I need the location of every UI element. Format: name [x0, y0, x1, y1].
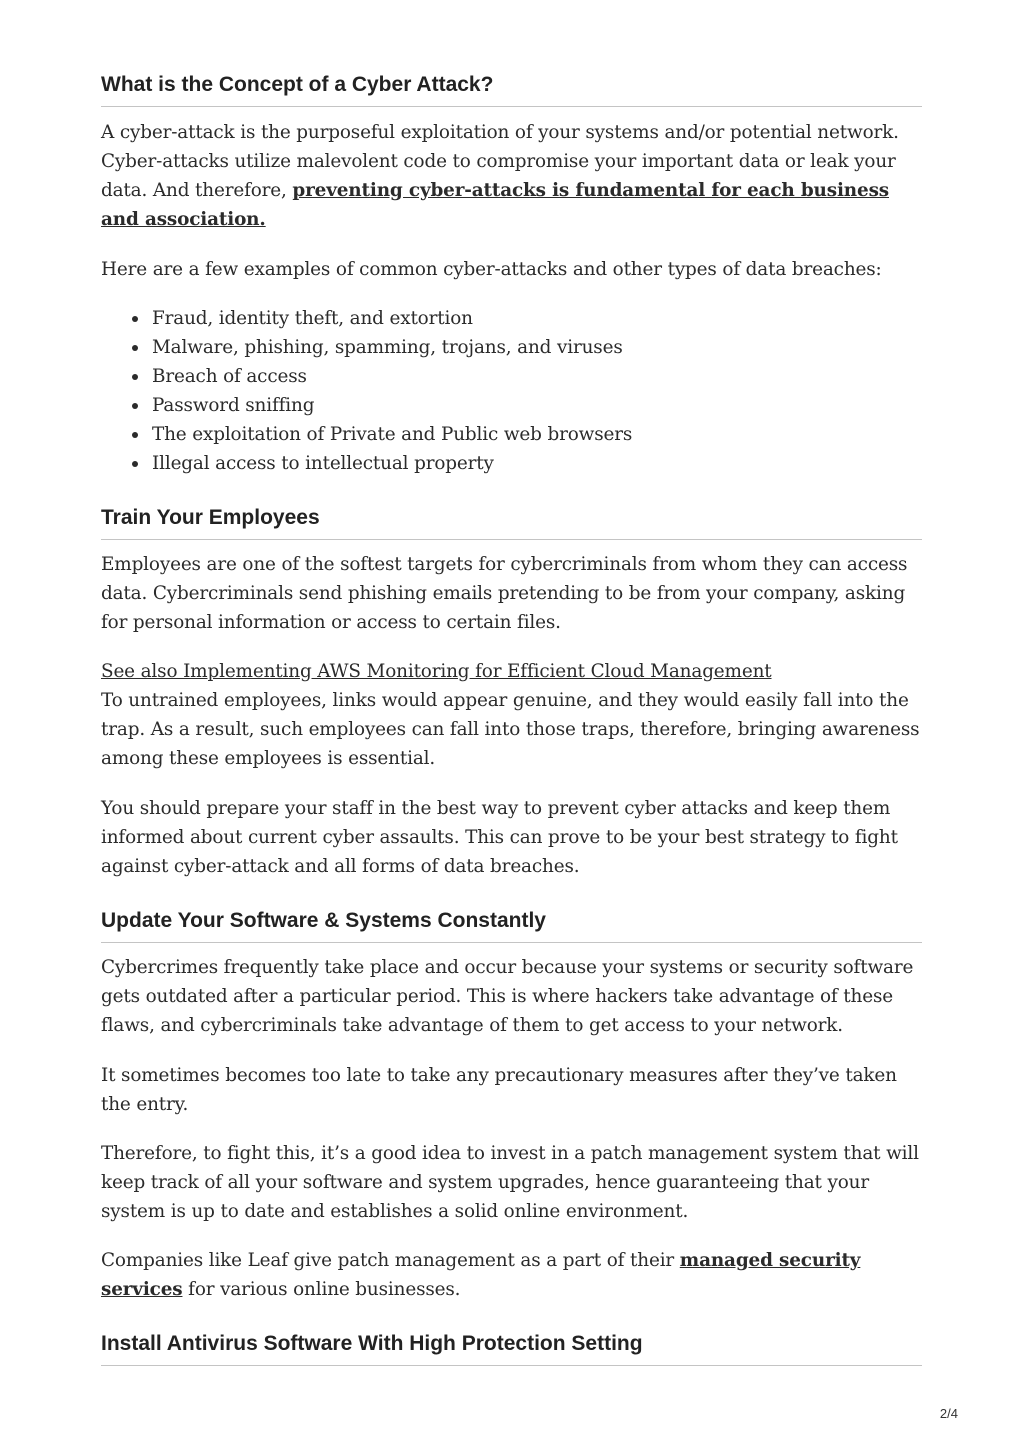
heading-update-software: Update Your Software & Systems Constantly [101, 908, 922, 943]
paragraph-text: To untrained employees, links would appear genuine, and they would easily fall into the trap. As a result, such employees can fall into those traps, therefore, bringing awareness among these employees is essential. [101, 690, 920, 769]
heading-train-employees: Train Your Employees [101, 505, 922, 540]
link-managed-security-services[interactable]: managed security services [101, 1250, 861, 1300]
paragraph-too-late: It sometimes becomes too late to take any precautionary measures after they’ve taken the entry. [101, 1065, 897, 1115]
paragraph-cybercrimes-outdated: Cybercrimes frequently take place and occur because your systems or security software gets outdated after a particular period. This is where hackers take advantage of these flaws, and cybercriminals take advantage of them to get access to your network. [101, 957, 914, 1036]
list-item: Malware, phishing, spamming, trojans, and viruses [152, 333, 922, 362]
paragraph-text: for various online businesses. [182, 1279, 461, 1300]
paragraph-text: Companies like Leaf give patch management as a part of their [101, 1250, 680, 1271]
paragraph-text: A cyber-attack is the purposeful exploitation of your systems and/or potential network. Cyber-attacks utilize malevolent code to compromise your important data or leak your data. And therefore, [101, 122, 899, 201]
link-see-also-aws-monitoring[interactable]: See also Implementing AWS Monitoring for Efficient Cloud Management [101, 661, 772, 682]
link-preventing-cyber-attacks[interactable]: preventing cyber-attacks is fundamental for each business and association. [101, 180, 889, 230]
list-item: Password sniffing [152, 391, 922, 420]
list-item: The exploitation of Private and Public web browsers [152, 420, 922, 449]
paragraph-patch-management: Therefore, to fight this, it’s a good idea to invest in a patch management system that will keep track of all your software and system upgrades, hence guaranteeing that your system is up to date and establishes a solid online environment. [101, 1143, 919, 1222]
heading-install-antivirus: Install Antivirus Software With High Protection Setting [101, 1331, 922, 1366]
paragraph-employees-targets: Employees are one of the softest targets for cybercriminals from whom they can access data. Cybercriminals send phishing emails pretending to be from your company, asking for personal information or access to certain files. [101, 554, 908, 633]
paragraph-prepare-staff: You should prepare your staff in the best way to prevent cyber attacks and keep them informed about current cyber assaults. This can prove to be your best strategy to fight against cyber-attack and all forms of data breaches. [101, 798, 898, 877]
list-item: Breach of access [152, 362, 922, 391]
paragraph-cyber-attack-definition [101, 118, 922, 234]
paragraph-untrained-employees [101, 657, 922, 773]
bullet-list-attack-types [101, 304, 922, 478]
heading-cyber-attack-concept: What is the Concept of a Cyber Attack? [101, 72, 922, 107]
paragraph-examples-intro: Here are a few examples of common cyber-attacks and other types of data breaches: [101, 259, 882, 280]
list-item: Fraud, identity theft, and extortion [152, 304, 922, 333]
page-number: 2/4 [939, 1406, 958, 1421]
paragraph-companies-leaf [101, 1246, 922, 1304]
list-item: Illegal access to intellectual property [152, 449, 922, 478]
